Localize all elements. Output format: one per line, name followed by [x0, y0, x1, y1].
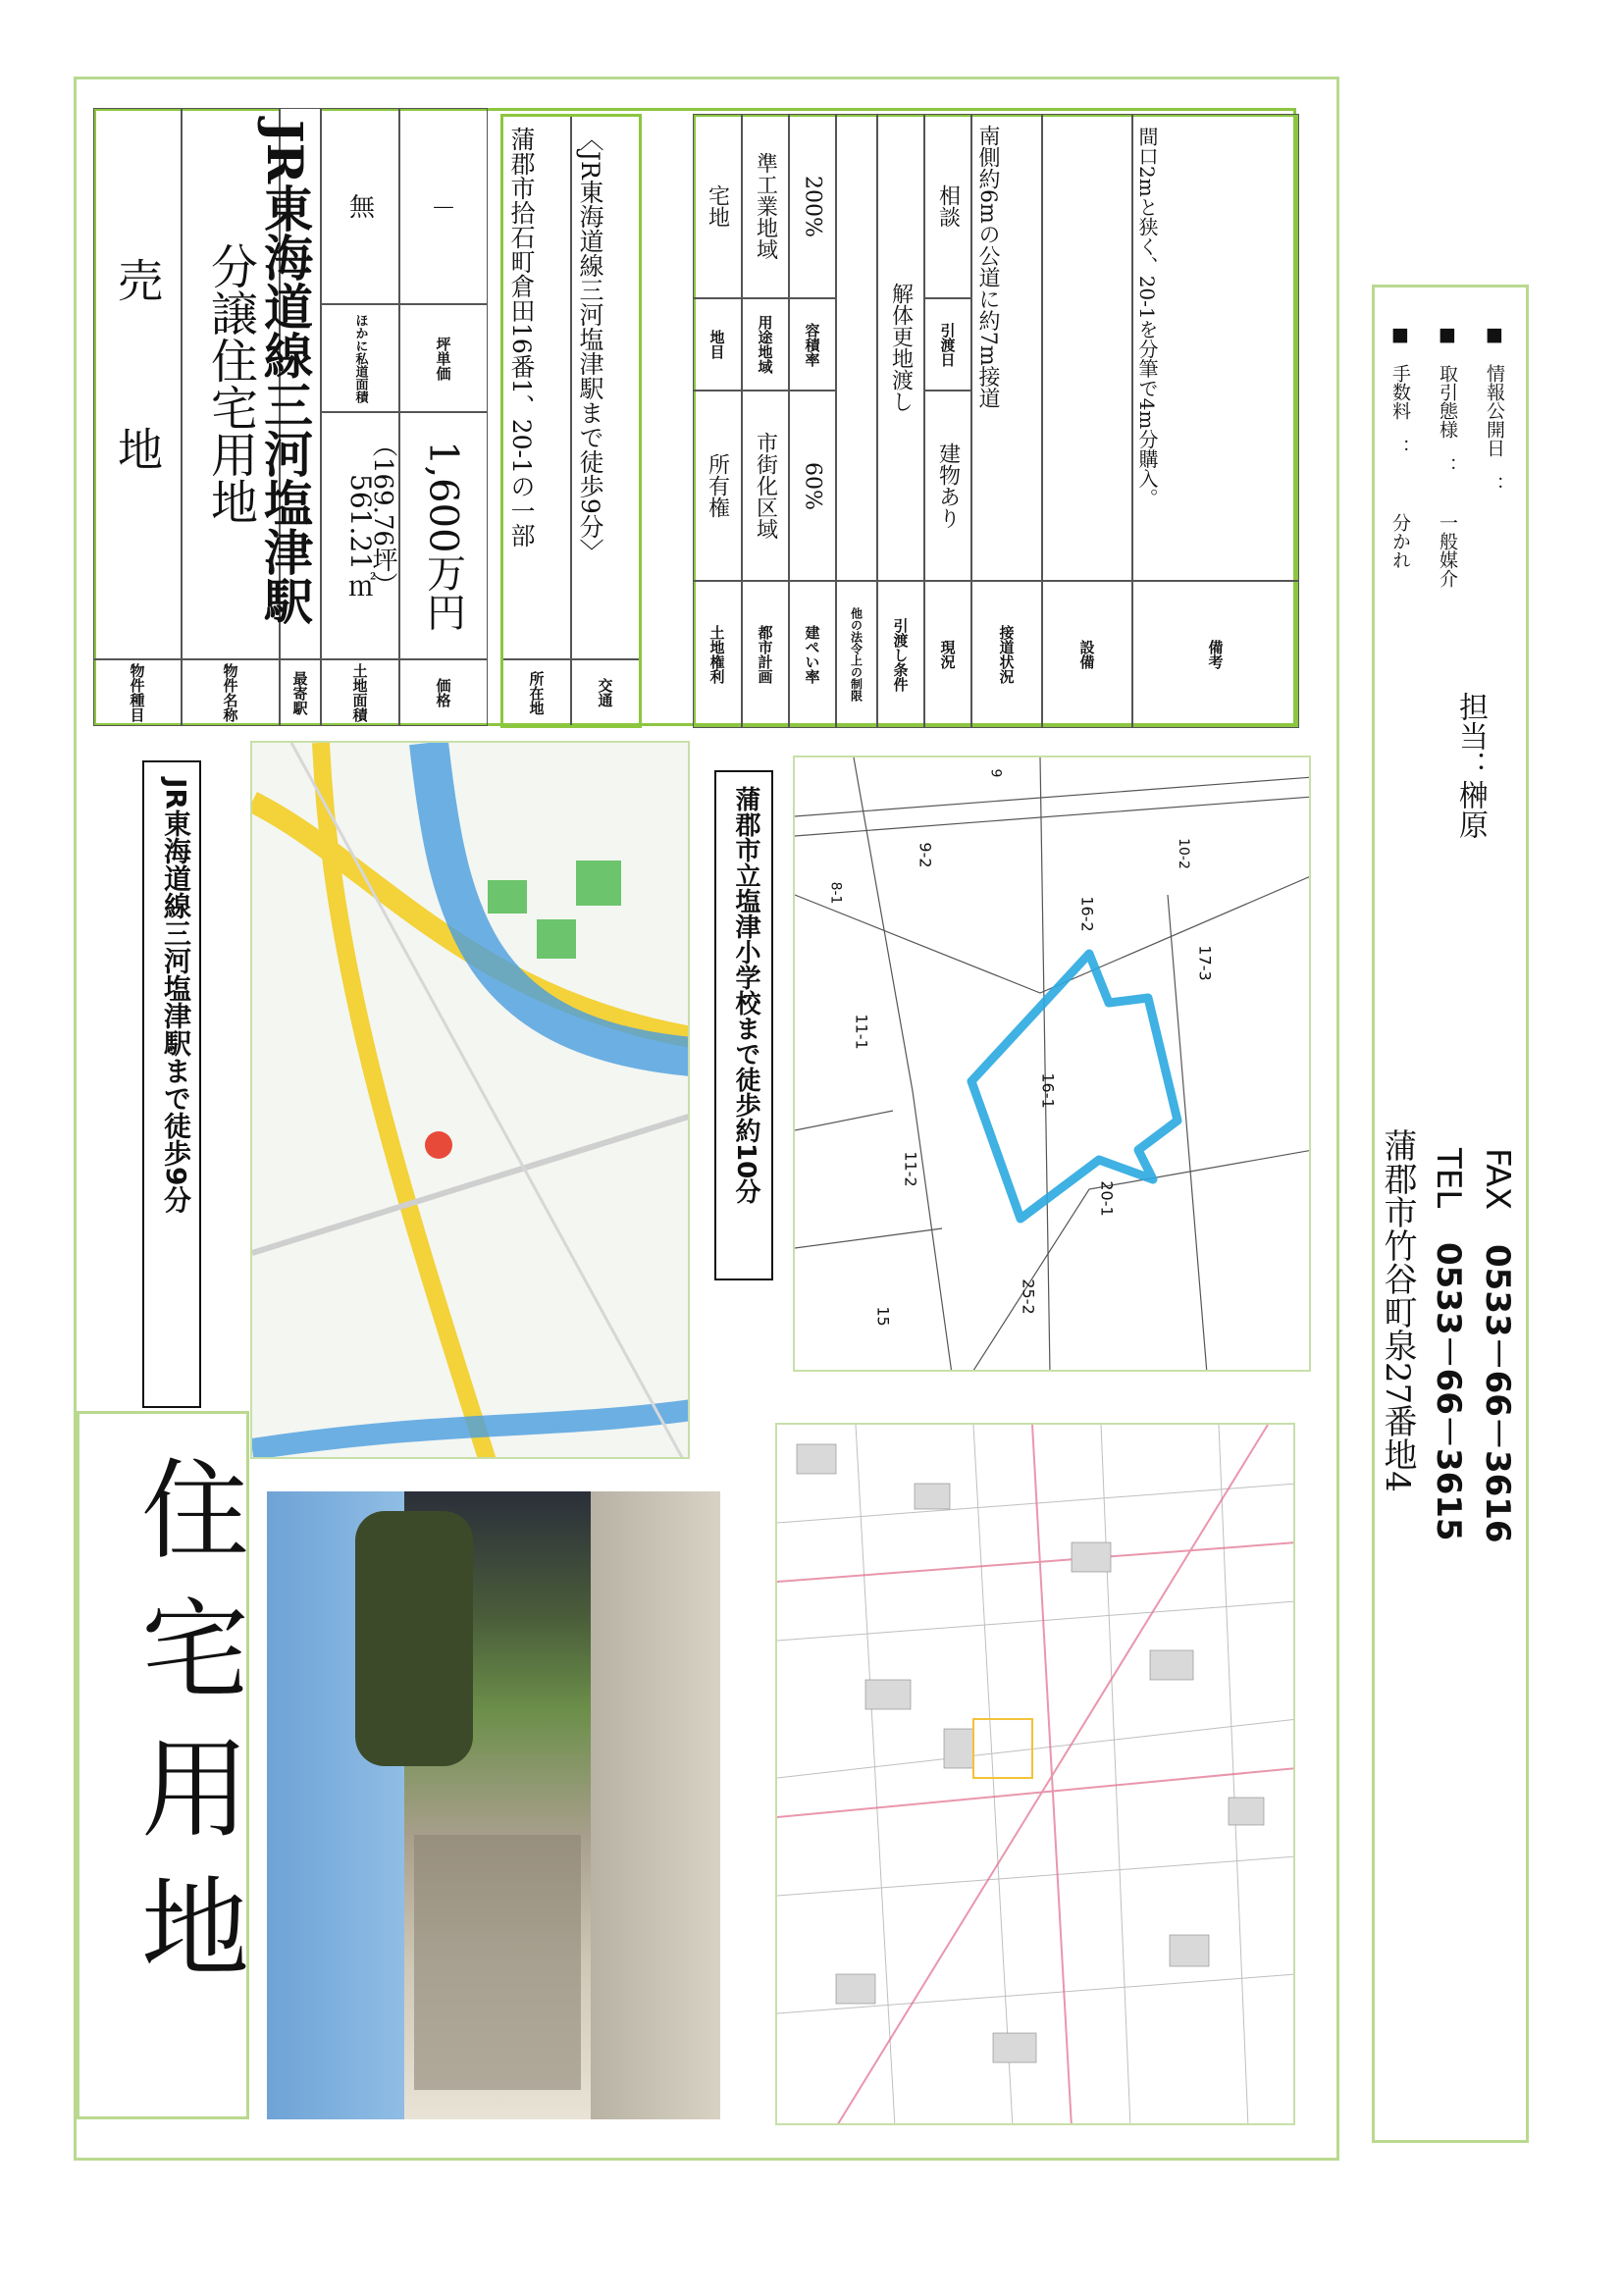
label-legal: 他の法令上の制限: [836, 581, 877, 728]
station-value: JR東海道線三河塩津駅: [256, 120, 314, 626]
label-price: 価格: [399, 659, 488, 726]
station-map: [250, 741, 690, 1459]
page-title: 住宅用地: [124, 1453, 249, 2010]
legal-value: [836, 114, 877, 581]
road-value: 南側約6mの公道に約7m接道: [971, 114, 1042, 581]
fee-row: ■ 情報公開日 ：: [1484, 324, 1505, 495]
parcel-label: 11-1: [852, 1014, 871, 1050]
station-caption: JR東海道線三河塩津駅まで徒歩9分: [142, 760, 201, 1408]
label-road: 接道状況: [971, 581, 1042, 728]
tel-number: 0533－66－3615: [1429, 1242, 1468, 1541]
use-zone-value: 準工業地域: [742, 114, 789, 298]
property-name: 分譲住宅用地: [182, 108, 280, 659]
label-location: 所在地: [502, 659, 571, 726]
fee-row: ■ 手数料 ： 分かれ: [1389, 324, 1411, 569]
school-caption: 蒲郡市立塩津小学校まで徒歩約10分: [714, 770, 773, 1280]
location-value: 蒲郡市拾石町倉田16番1、20-1の一部: [502, 116, 571, 659]
label-facilities: 設備: [1042, 581, 1132, 728]
price-value: 1,600万円: [399, 412, 488, 659]
parcel-label: 10-2: [1175, 838, 1191, 869]
label-item: 物件種目: [93, 659, 182, 726]
parcel-label: 9: [987, 768, 1004, 778]
area-map: [775, 1423, 1295, 2125]
square-bullet-icon: ■: [1484, 324, 1505, 364]
facilities-value: [1042, 114, 1132, 581]
parcel-label: 8-1: [827, 881, 844, 905]
tsubo-price-value: －: [399, 108, 488, 304]
square-bullet-icon: ■: [1389, 324, 1411, 364]
fax-number: 0533－66－3616: [1478, 1243, 1517, 1543]
sale-type: 売 地: [93, 108, 182, 659]
parcel-map-drawing: [795, 757, 1311, 1372]
company-address: 蒲郡市竹谷町泉27番地4: [1378, 1128, 1417, 1492]
fee-row: ■ 取引態様 ： 一般媒介: [1437, 324, 1458, 588]
remarks-value: 間口2mと狭く、20-1を分筆で4m分購入。: [1132, 114, 1299, 581]
label-far: 容積率: [789, 298, 836, 391]
parcel-label: 11-2: [901, 1151, 920, 1187]
area-map-drawing: [777, 1425, 1295, 2125]
parcel-label: 20-1: [1097, 1180, 1117, 1217]
label-coverage: 建ぺい率: [789, 581, 836, 728]
label-use-zone: 用途地域: [742, 298, 789, 391]
parcel-label: 17-3: [1195, 945, 1215, 981]
private-road-value: 無: [321, 108, 399, 304]
label-delivery-date: 引渡日: [924, 298, 971, 391]
coverage-value: 60%: [789, 391, 836, 581]
location-frame: [500, 114, 642, 728]
label-area: 土地面積: [321, 659, 399, 726]
area-tsubo: （169.76坪）: [368, 432, 397, 598]
station-map-drawing: [252, 743, 690, 1459]
square-bullet-icon: ■: [1437, 324, 1458, 364]
label-land-type: 地目: [693, 298, 742, 391]
parcel-label: 9-2: [916, 842, 935, 868]
delivery-value: 解体更地渡し: [877, 114, 924, 581]
label-access: 交通: [571, 659, 640, 726]
access-value: 〈JR東海道線三河塩津駅まで徒歩9分〉: [571, 116, 640, 659]
label-tsubo-price: 坪単価: [399, 304, 488, 412]
delivery-date-value: 相談: [924, 114, 971, 298]
site-photo: [267, 1491, 720, 2119]
label-delivery: 引渡し条件: [877, 581, 924, 728]
parcel-map: [793, 756, 1311, 1372]
target-parcel: [971, 954, 1178, 1219]
fax-label: FAX: [1478, 1148, 1517, 1210]
area-value-cell: 561.21㎡: [321, 412, 399, 659]
title-box: [77, 1411, 249, 2119]
label-private-road: ほかに私道面積: [321, 304, 399, 412]
parcel-label: 16-2: [1077, 896, 1097, 932]
parcel-label: 16-1: [1038, 1072, 1058, 1109]
far-value: 200%: [789, 114, 836, 298]
parcel-label: 25-2: [1019, 1278, 1038, 1315]
staff-text: 担当：榊原: [1453, 692, 1488, 839]
land-type-value: 宅地: [693, 114, 742, 298]
label-city-plan: 都市計画: [742, 581, 789, 728]
label-station: 最寄駅: [280, 659, 321, 726]
label-remarks: 備考: [1132, 581, 1299, 728]
label-name: 物件名称: [182, 659, 280, 726]
status-value: 建物あり: [924, 391, 971, 581]
rights-value: 所有権: [693, 391, 742, 581]
city-plan-value: 市街化区域: [742, 391, 789, 581]
parcel-label: 15: [873, 1306, 893, 1327]
tel-label: TEL: [1429, 1148, 1468, 1209]
label-status: 現況: [924, 581, 971, 728]
label-rights: 土地権利: [693, 581, 742, 728]
